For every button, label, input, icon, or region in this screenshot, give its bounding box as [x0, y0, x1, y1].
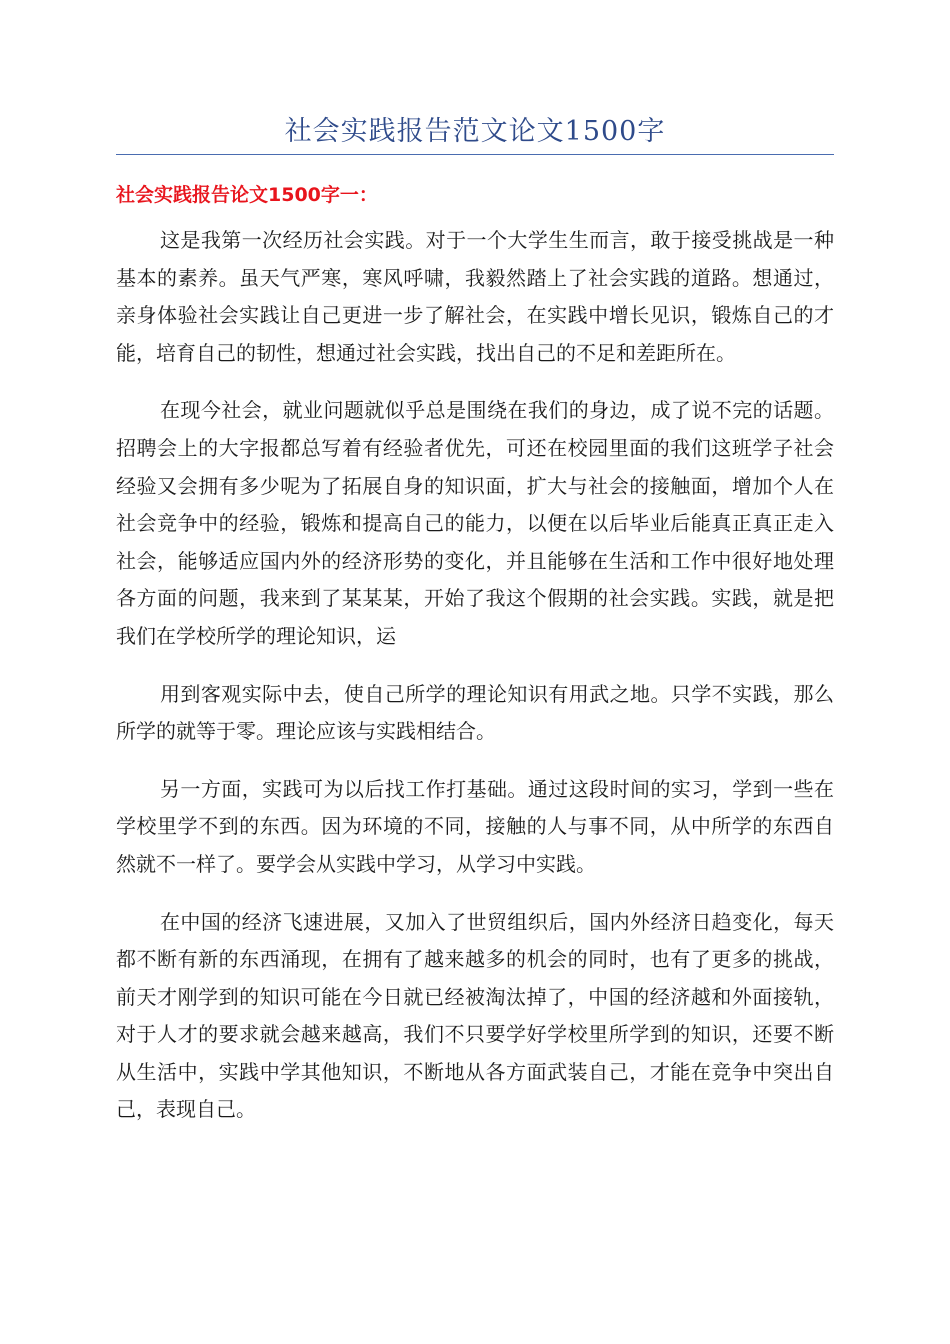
- title-underline: [116, 154, 834, 155]
- paragraph-1: 这是我第一次经历社会实践。对于一个大学生生而言，敢于接受挑战是一种基本的素养。虽天气严寒，寒风呼啸，我毅然踏上了社会实践的道路。想通过，亲身体验社会实践让自己更进一步了解社会，在实践中增长见识，锻炼自己的才能，培育自己的韧性，想通过社会实践，找出自己的不足和差距所在。: [116, 228, 834, 365]
- paragraph-3: 用到客观实际中去，使自己所学的理论知识有用武之地。只学不实践，那么所学的就等于零。理论应该与实践相结合。: [116, 681, 834, 744]
- paragraph-2: 在现今社会，就业问题就似乎总是围绕在我们的身边，成了说不完的话题。招聘会上的大字报都总写着有经验者优先，可还在校园里面的我们这班学子社会经验又会拥有多少呢为了拓展自身的知识面，扩大与社会的接触面，增加个人在社会竞争中的经验，锻炼和提高自己的能力，以便在以后毕业后能真正真正走入社会，能够适应国内外的经济形势的变化，并且能够在生活和工作中很好地处理各方面的问题，我来到了某某某，开始了我这个假期的社会实践。实践，就是把我们在学校所学的理论知识，运: [116, 398, 834, 648]
- document-body: [116, 222, 834, 1149]
- paragraph-5: 在中国的经济飞速进展，又加入了世贸组织后，国内外经济日趋变化，每天都不断有新的东西涌现，在拥有了越来越多的机会的同时，也有了更多的挑战，前天才刚学到的知识可能在今日就已经被淘汰掉了，中国的经济越和外面接轨，对于人才的要求就会越来越高，我们不只要学好学校里所学到的知识，还要不断从生活中，实践中学其他知识，不断地从各方面武装自己，才能在竞争中突出自己，表现自己。: [116, 909, 834, 1122]
- paragraph-4: 另一方面，实践可为以后找工作打基础。通过这段时间的实习，学到一些在学校里学不到的东西。因为环境的不同，接触的人与事不同，从中所学的东西自然就不一样了。要学会从实践中学习，从学习中实践。: [116, 776, 834, 876]
- section-heading: 社会实践报告论文1500字一：: [116, 184, 378, 206]
- document-title: 社会实践报告范文论文1500字: [284, 116, 666, 147]
